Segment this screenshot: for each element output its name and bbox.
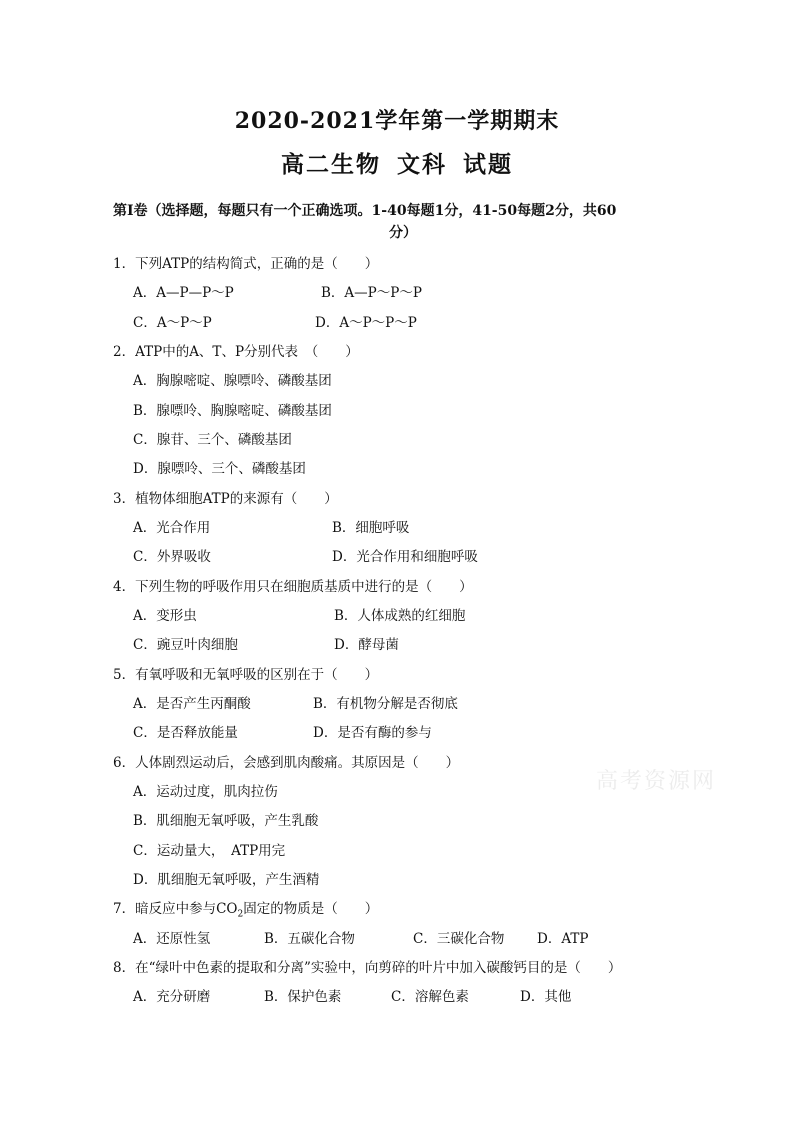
watermark: 高考资源网 [596, 769, 717, 794]
question-6-option-c[interactable]: C．运动量大， ATP用完 [133, 843, 286, 859]
question-7-stem [113, 897, 378, 920]
question-2-option-d[interactable]: D．腺嘌呤、三个、磷酸基团 [133, 461, 306, 477]
question-7-stem-subscript: 2 [237, 909, 244, 920]
question-8-stem: 8．在“绿叶中色素的提取和分离”实验中，向剪碎的叶片中加入碳酸钙目的是（ ） [113, 960, 622, 976]
question-1-option-c[interactable]: C．A～P～P [133, 315, 212, 331]
question-7-option-a[interactable]: A．还原性氢 [133, 931, 211, 947]
question-3-option-b[interactable]: B．细胞呼吸 [332, 520, 410, 536]
subtitle-type: 试题 [463, 151, 514, 178]
subtitle-track: 文科 [397, 151, 447, 178]
question-8-option-b[interactable]: B．保护色素 [264, 989, 342, 1005]
question-8-option-a[interactable]: A．充分研磨 [133, 989, 211, 1005]
question-1-option-a[interactable]: A．A—P—P～P [133, 285, 234, 301]
question-4-option-d[interactable]: D．酵母菌 [334, 637, 399, 653]
question-3-option-a[interactable]: A．光合作用 [133, 520, 211, 536]
question-7-option-c[interactable]: C．三碳化合物 [413, 931, 505, 947]
question-2-stem: 2．ATP中的A、T、P分别代表 （ ） [113, 344, 359, 360]
question-3-stem: 3．植物体细胞ATP的来源有（ ） [113, 491, 338, 507]
subtitle-subject: 高二生物 [280, 151, 381, 178]
question-1-stem: 1．下列ATP的结构简式，正确的是（ ） [113, 256, 379, 272]
question-7-option-d[interactable]: D．ATP [537, 931, 589, 947]
question-7-option-b[interactable]: B．五碳化合物 [264, 931, 355, 947]
section-heading-line2: 分） [389, 225, 417, 241]
question-5-stem: 5．有氧呼吸和无氧呼吸的区别在于（ ） [113, 667, 379, 683]
section-heading [113, 200, 693, 244]
question-2-option-b[interactable]: B．腺嘌呤、胸腺嘧啶、磷酸基团 [133, 403, 332, 419]
question-7-stem-after: 固定的物质是（ ） [243, 901, 379, 917]
exam-title: 2020-2021学年第一学期期末 [234, 108, 560, 134]
question-6-option-b[interactable]: B．肌细胞无氧呼吸，产生乳酸 [133, 813, 319, 829]
question-3-option-c[interactable]: C．外界吸收 [133, 549, 211, 565]
question-4-option-b[interactable]: B．人体成熟的红细胞 [334, 608, 466, 624]
question-3-option-d[interactable]: D．光合作用和细胞呼吸 [332, 549, 478, 565]
question-5-option-d[interactable]: D．是否有酶的参与 [313, 725, 432, 741]
question-2-option-c[interactable]: C．腺苷、三个、磷酸基团 [133, 432, 292, 448]
question-8-option-c[interactable]: C．溶解色素 [391, 989, 469, 1005]
question-2-option-a[interactable]: A．胸腺嘧啶、腺嘌呤、磷酸基团 [133, 373, 332, 389]
question-6-option-a[interactable]: A．运动过度，肌肉拉伤 [133, 784, 278, 800]
question-4-stem: 4．下列生物的呼吸作用只在细胞质基质中进行的是（ ） [113, 579, 473, 595]
question-4-option-c[interactable]: C．豌豆叶肉细胞 [133, 637, 238, 653]
question-1-option-d[interactable]: D．A～P～P～P [315, 315, 417, 331]
section-heading-line1: 第Ⅰ卷（选择题，每题只有一个正确选项。1-40每题1分，41-50每题2分，共60 [113, 203, 617, 219]
question-8-option-d[interactable]: D．其他 [520, 989, 572, 1005]
question-6-stem: 6．人体剧烈运动后，会感到肌肉酸痛。其原因是（ ） [113, 755, 460, 771]
question-7-stem-before: 7．暗反应中参与CO [113, 901, 238, 917]
exam-subtitle [0, 146, 794, 179]
question-4-option-a[interactable]: A．变形虫 [133, 608, 197, 624]
question-5-option-c[interactable]: C．是否释放能量 [133, 725, 238, 741]
question-6-option-d[interactable]: D．肌细胞无氧呼吸，产生酒精 [133, 872, 320, 888]
question-1-option-b[interactable]: B．A—P～P～P [321, 285, 422, 301]
question-5-option-a[interactable]: A．是否产生丙酮酸 [133, 696, 251, 712]
question-5-option-b[interactable]: B．有机物分解是否彻底 [313, 696, 458, 712]
